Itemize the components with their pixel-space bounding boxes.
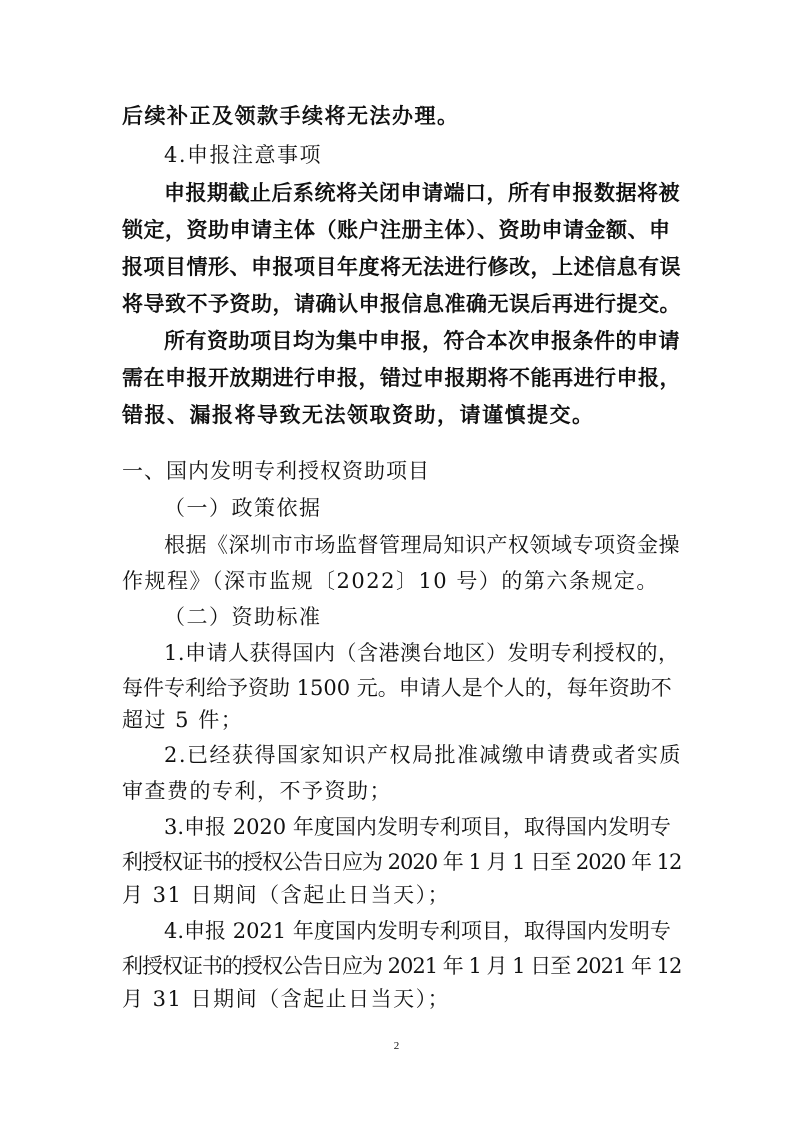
text-line: 作规程》（深市监规〔2022〕10 号）的第六条规定。 xyxy=(122,569,659,593)
subsection-title: 4.申报注意事项 xyxy=(164,143,323,167)
text-line: 锁定，资助申请主体（账户注册主体）、资助申请金额、申 xyxy=(122,217,671,242)
subsection-title: （二）资助标准 xyxy=(164,605,322,629)
text-line: 所有资助项目均为集中申报，符合本次申报条件的申请 xyxy=(164,328,680,353)
text-line: 根据《深圳市市场监督管理局知识产权领域专项资金操 xyxy=(164,533,680,557)
text-line: 需在申报开放期进行申报，错过申报期将不能再进行申报， xyxy=(122,365,681,390)
section-heading: 一、国内发明专利授权资助项目 xyxy=(122,459,430,483)
text-line: 月 31 日期间（含起止日当天）； xyxy=(122,987,451,1011)
text-line: 4.申报 2021 年度国内发明专利项目，取得国内发明专 xyxy=(164,919,671,943)
text-line: 申报期截止后系统将关闭申请端口，所有申报数据将被 xyxy=(164,180,680,205)
text-line: 月 31 日期间（含起止日当天）； xyxy=(122,883,451,907)
text-line: 超过 5 件； xyxy=(122,708,244,732)
subsection-title: （一）政策依据 xyxy=(164,496,322,520)
text-line: 利授权证书的授权公告日应为 2020 年 1 月 1 日至 2020 年 12 xyxy=(122,850,682,874)
page-number: 2 xyxy=(393,1040,400,1052)
text-line: 3.申报 2020 年度国内发明专利项目，取得国内发明专 xyxy=(164,815,671,839)
text-line: 审查费的专利，不予资助； xyxy=(122,779,392,803)
text-line: 后续补正及领款手续将无法办理。 xyxy=(122,103,460,128)
text-line: 将导致不予资助，请确认申报信息准确无误后再进行提交。 xyxy=(122,291,681,316)
text-line: 错报、漏报将导致无法领取资助，请谨慎提交。 xyxy=(122,402,595,427)
text-line: 每件专利给予资助 1500 元。申请人是个人的，每年资助不 xyxy=(122,676,672,700)
text-line: 利授权证书的授权公告日应为 2021 年 1 月 1 日至 2021 年 12 xyxy=(122,954,682,978)
text-line: 1.申请人获得国内（含港澳台地区）发明专利授权的， xyxy=(164,641,680,665)
text-line: 报项目情形、申报项目年度将无法进行修改，上述信息有误 xyxy=(122,254,681,279)
text-line: 2.已经获得国家知识产权局批准减缴申请费或者实质 xyxy=(164,743,683,767)
